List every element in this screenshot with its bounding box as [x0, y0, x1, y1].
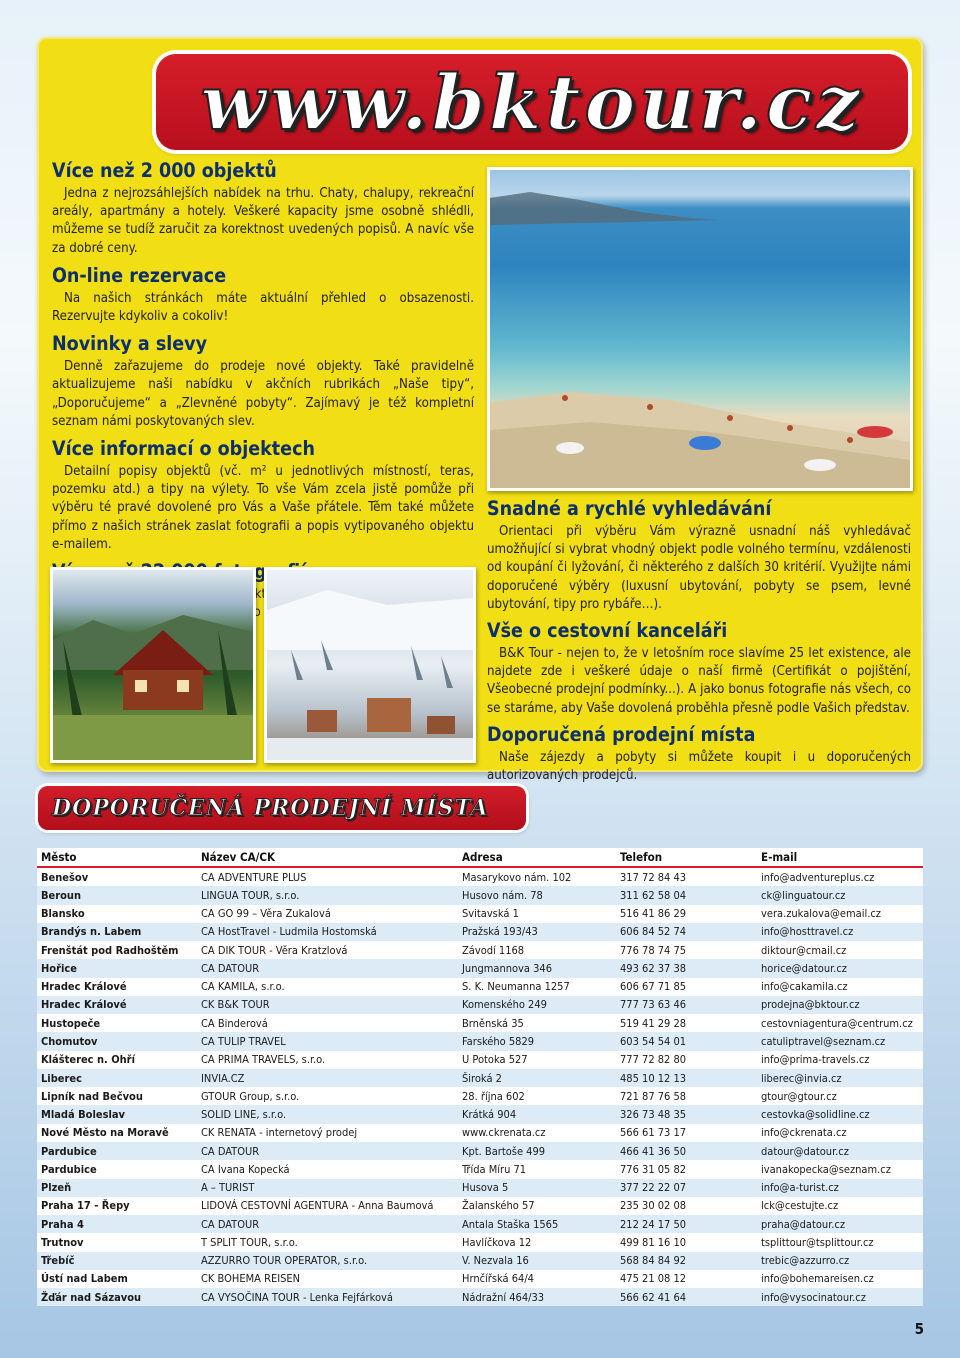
cell-city: Žďár nad Sázavou	[41, 1290, 142, 1304]
cell-phone: 721 87 76 58	[620, 1089, 687, 1103]
cell-email[interactable]: praha@datour.cz	[761, 1217, 846, 1231]
cell-agency: A – TURIST	[201, 1181, 255, 1195]
cell-phone: 777 72 82 80	[620, 1053, 687, 1067]
cell-phone: 776 78 74 75	[620, 943, 687, 957]
cell-address: Hrnčířská 64/4	[462, 1272, 534, 1286]
cell-address: www.ckrenata.cz	[462, 1126, 546, 1140]
section-heading: Doporučená prodejní místa	[487, 722, 756, 746]
section-text: o	[253, 605, 261, 621]
cell-agency: CA DIK TOUR - Věra Kratzlová	[201, 943, 348, 957]
cell-agency: T SPLIT TOUR, s.r.o.	[201, 1235, 298, 1249]
table-header-row	[37, 848, 923, 867]
cell-city: Pardubice	[41, 1144, 97, 1158]
cell-address: Široká 2	[462, 1071, 502, 1085]
table-row	[37, 1160, 923, 1178]
cell-city: Frenštát pod Radhoštěm	[41, 943, 179, 957]
table-row	[37, 886, 923, 904]
cell-phone: 568 84 84 92	[620, 1254, 687, 1268]
cell-email[interactable]: datour@datour.cz	[761, 1144, 849, 1158]
cell-email[interactable]: info@vysocinatour.cz	[761, 1290, 866, 1304]
cell-agency: LINGUA TOUR, s.r.o.	[201, 888, 300, 902]
header-email: E-mail	[761, 850, 798, 864]
section-heading: fotografií	[213, 560, 307, 584]
cell-phone: 317 72 84 43	[620, 870, 687, 884]
cell-address: Kpt. Bartoše 499	[462, 1144, 546, 1158]
cell-phone: 377 22 22 07	[620, 1181, 687, 1195]
section-sales-points	[487, 723, 911, 785]
cell-city: Ústí nad Labem	[41, 1272, 128, 1286]
cell-city: Praha 17 - Řepy	[41, 1199, 130, 1213]
sales-points-ribbon	[38, 786, 526, 830]
cell-agency: AZZURRO TOUR OPERATOR, s.r.o.	[201, 1254, 368, 1268]
section-text: Na našich stránkách máte aktuální přehled o obsazenosti. Rezervujte kdykoliv a cokoliv!	[52, 290, 474, 325]
table-row	[37, 1270, 923, 1288]
cell-email[interactable]: ck@linguatour.cz	[761, 888, 846, 902]
cell-agency: CA TULIP TRAVEL	[201, 1035, 286, 1049]
cell-address: Komenského 249	[462, 998, 547, 1012]
cell-phone: 519 41 29 28	[620, 1016, 687, 1030]
cell-address: S. K. Neumanna 1257	[462, 980, 570, 994]
table-row	[37, 1288, 923, 1306]
cell-email[interactable]: trebic@azzurro.cz	[761, 1254, 850, 1268]
cell-phone: 566 61 73 17	[620, 1126, 687, 1140]
cell-email[interactable]: info@hosttravel.cz	[761, 925, 854, 939]
cell-address: Pražská 193/43	[462, 925, 538, 939]
cell-phone: 475 21 08 12	[620, 1272, 687, 1286]
cell-email[interactable]: info@ckrenata.cz	[761, 1126, 847, 1140]
table-row	[37, 978, 923, 996]
section-heading: Více informací o objektech	[52, 437, 315, 461]
cell-phone: 606 67 71 85	[620, 980, 687, 994]
cell-address: U Potoka 527	[462, 1053, 528, 1067]
cell-phone: 466 41 36 50	[620, 1144, 687, 1158]
cell-city: Nové Město na Moravě	[41, 1126, 169, 1140]
cell-city: Beroun	[41, 888, 82, 902]
cell-phone: 566 62 41 64	[620, 1290, 687, 1304]
cell-city: Mladá Boleslav	[41, 1108, 125, 1122]
header-phone: Telefon	[620, 850, 663, 864]
cell-city: Klášterec n. Ohří	[41, 1053, 135, 1067]
cell-address: Masarykovo nám. 102	[462, 870, 572, 884]
cell-city: Hustopeče	[41, 1016, 101, 1030]
cell-address: Husovo nám. 78	[462, 888, 543, 902]
table-row	[37, 959, 923, 977]
cell-address: Jungmannova 346	[462, 961, 552, 975]
table-row	[37, 1087, 923, 1105]
cell-address: Svitavská 1	[462, 907, 519, 921]
cell-email[interactable]: ivanakopecka@seznam.cz	[761, 1162, 891, 1176]
banner-text: www.bktour.cz	[200, 57, 864, 147]
section-text: Orientaci při výběru Vám výrazně usnadní náš vyhledávač umožňující si vybrat vhodný objekt podle volného termínu, vzdálenosti od koupání či lyžování, či některého z dalších 30 kritérií. Využijte námi doporučené výběry (luxusní ubytování, pobyty se psem, levné ubytování, tipy pro rybáře…).	[487, 524, 911, 612]
cell-city: Benešov	[41, 870, 89, 884]
cell-agency: CA DATOUR	[201, 1144, 260, 1158]
cell-email[interactable]: info@prima-travels.cz	[761, 1053, 870, 1067]
section-news	[52, 332, 474, 431]
cell-agency: CK BOHEMA REISEN	[201, 1272, 301, 1286]
header-agency: Název CA/CK	[201, 850, 276, 864]
cell-agency: CA ADVENTURE PLUS	[201, 870, 307, 884]
section-text: B&K Tour - nejen to, že v letošním roce slavíme 25 let existence, ale najdete zde i veškeré údaje o naší firmě (Certifikát o pojištění, Všeobecné prodejní podmínky...). A jako bonus fotografie nás všech, co se staráme, aby Vaše dovolená proběhla přesně podle Vašich představ.	[487, 646, 911, 716]
cell-city: Praha 4	[41, 1217, 84, 1231]
cell-email[interactable]: prodejna@bktour.cz	[761, 998, 860, 1012]
section-online-booking	[52, 264, 474, 326]
cell-address: Antala Staška 1565	[462, 1217, 559, 1231]
winter-resort-photo	[264, 567, 476, 763]
cell-email[interactable]: info@cakamila.cz	[761, 980, 848, 994]
cell-agency: CA Ivana Kopecká	[201, 1162, 290, 1176]
cell-city: Pardubice	[41, 1162, 97, 1176]
cell-email[interactable]: catuliptravel@seznam.cz	[761, 1035, 886, 1049]
section-heading: Více než 2 000 objektů	[52, 159, 277, 182]
cell-agency: LIDOVÁ CESTOVNÍ AGENTURA - Anna Baumová	[201, 1199, 434, 1213]
right-column	[487, 497, 911, 790]
cell-city: Lipník nad Bečvou	[41, 1089, 143, 1103]
table-row	[37, 1032, 923, 1050]
cell-address: Nádražní 464/33	[462, 1290, 545, 1304]
cell-address: Husova 5	[462, 1181, 509, 1195]
cell-agency: INVIA.CZ	[201, 1071, 245, 1085]
cell-agency: CK B&K TOUR	[201, 998, 270, 1012]
cell-agency: CA DATOUR	[201, 1217, 260, 1231]
cell-phone: 493 62 37 38	[620, 961, 687, 975]
sales-points-table	[37, 848, 923, 1306]
cell-city: Plzeň	[41, 1181, 72, 1195]
website-banner[interactable]	[156, 54, 908, 150]
cell-agency: CA Binderová	[201, 1016, 268, 1030]
table-row	[37, 1014, 923, 1032]
cell-agency: CA PRIMA TRAVELS, s.r.o.	[201, 1053, 326, 1067]
page-number: 5	[914, 1320, 924, 1338]
header-address: Adresa	[462, 850, 503, 864]
cell-address: Farského 5829	[462, 1035, 535, 1049]
table-row	[37, 867, 923, 886]
table-row	[37, 941, 923, 959]
cell-city: Hradec Králové	[41, 998, 127, 1012]
section-text: Naše zájezdy a pobyty si můžete koupit i u doporučených autorizovaných prodejců.	[487, 749, 911, 784]
cell-address: Brněnská 35	[462, 1016, 524, 1030]
table-row	[37, 905, 923, 923]
cell-address: Krátká 904	[462, 1108, 517, 1122]
mountain-cottage-photo	[50, 567, 256, 763]
cell-email[interactable]: cestovniagentura@centrum.cz	[761, 1016, 913, 1030]
table-row	[37, 1252, 923, 1270]
cell-city: Třebíč	[41, 1254, 75, 1268]
table-row	[37, 1051, 923, 1069]
cell-agency: SOLID LINE, s.r.o.	[201, 1108, 287, 1122]
cell-address: Havlíčkova 12	[462, 1235, 532, 1249]
cell-email[interactable]: liberec@invia.cz	[761, 1071, 842, 1085]
section-heading: Vše o cestovní kanceláři	[487, 619, 728, 643]
section-heading: On-line rezervace	[52, 263, 227, 287]
section-text: Denně zařazujeme do prodeje nové objekty. Také pravidelně aktualizujeme naši nabídku v akčních rubrikách „Naše tipy“, „Doporučujeme“ a „Zlevněné pobyty“. Zajímavý je též kompletní seznam námi poskytovaných slev.	[52, 359, 474, 429]
section-about-agency	[487, 619, 911, 718]
cell-agency: GTOUR Group, s.r.o.	[201, 1089, 300, 1103]
cell-agency: CA VYSOČINA TOUR - Lenka Fejfárková	[201, 1290, 393, 1304]
cell-phone: 235 30 02 08	[620, 1199, 687, 1213]
table-row	[37, 1069, 923, 1087]
section-search	[487, 497, 911, 614]
cell-agency: CK RENATA - internetový prodej	[201, 1126, 358, 1140]
cell-email[interactable]: horice@datour.cz	[761, 961, 847, 975]
cell-phone: 606 84 52 74	[620, 925, 687, 939]
ribbon-title: DOPORUČENÁ PRODEJNÍ MÍSTA	[52, 795, 489, 821]
cell-phone: 326 73 48 35	[620, 1108, 687, 1122]
cell-agency: CA KAMILA, s.r.o.	[201, 980, 285, 994]
cell-email[interactable]: diktour@cmail.cz	[761, 943, 847, 957]
cell-city: Chomutov	[41, 1035, 98, 1049]
cell-agency: CA DATOUR	[201, 961, 260, 975]
cell-phone: 485 10 12 13	[620, 1071, 687, 1085]
cell-email[interactable]: lck@cestujte.cz	[761, 1199, 839, 1213]
cell-email[interactable]: info@adventureplus.cz	[761, 870, 875, 884]
table-row	[37, 923, 923, 941]
section-heading: Snadné a rychlé vyhledávání	[487, 497, 772, 520]
cell-agency: CA HostTravel - Ludmila Hostomská	[201, 925, 377, 939]
table-row	[37, 1179, 923, 1197]
table-row	[37, 1142, 923, 1160]
table-row	[37, 1124, 923, 1142]
cell-address: V. Nezvala 16	[462, 1254, 529, 1268]
cell-city: Hořice	[41, 961, 77, 975]
cell-phone: 516 41 86 29	[620, 907, 687, 921]
table-row	[37, 996, 923, 1014]
cell-city: Brandýs n. Labem	[41, 925, 142, 939]
table-row	[37, 1215, 923, 1233]
cell-address: Třída Míru 71	[462, 1162, 527, 1176]
cell-address: Závodí 1168	[462, 943, 525, 957]
cell-phone: 311 62 58 04	[620, 888, 687, 902]
header-city: Město	[41, 850, 77, 864]
cell-email[interactable]: info@a-turist.cz	[761, 1181, 839, 1195]
cell-agency: CA GO 99 – Věra Zukalová	[201, 907, 331, 921]
cell-city: Hradec Králové	[41, 980, 127, 994]
left-column	[52, 159, 474, 628]
section-more-info	[52, 437, 474, 554]
cell-phone: 603 54 54 01	[620, 1035, 687, 1049]
table-row	[37, 1233, 923, 1251]
cell-phone: 776 31 05 82	[620, 1162, 687, 1176]
section-heading: Novinky a slevy	[52, 332, 208, 356]
cell-address: Žalanského 57	[462, 1199, 535, 1213]
cell-city: Liberec	[41, 1071, 82, 1085]
cell-phone: 212 24 17 50	[620, 1217, 687, 1231]
cell-phone: 499 81 16 10	[620, 1235, 687, 1249]
table-body	[37, 867, 923, 1306]
cell-email[interactable]: vera.zukalova@email.cz	[761, 907, 881, 921]
cell-address: 28. října 602	[462, 1089, 525, 1103]
cell-city: Blansko	[41, 907, 85, 921]
cell-email[interactable]: info@bohemareisen.cz	[761, 1272, 874, 1286]
cell-email[interactable]: cestovka@solidline.cz	[761, 1108, 870, 1122]
beach-photo	[487, 167, 913, 491]
cell-city: Trutnov	[41, 1235, 84, 1249]
cell-email[interactable]: tsplittour@tsplittour.cz	[761, 1235, 874, 1249]
table-row	[37, 1197, 923, 1215]
section-objects	[52, 159, 474, 258]
table-row	[37, 1105, 923, 1123]
section-text: Detailní popisy objektů (vč. m² u jednotlivých místností, teras, pozemku atd.) a tipy na výlety. To vše Vám zcela jistě pomůže při výběru té pravé dovolené pro Vás a Vaše přátele. Těm také můžete přímo z našich stránek zaslat fotografii a popis vytipovaného objektu e-mailem.	[52, 464, 474, 552]
cell-email[interactable]: gtour@gtour.cz	[761, 1089, 837, 1103]
cell-phone: 777 73 63 46	[620, 998, 687, 1012]
section-text: Jedna z nejrozsáhlejších nabídek na trhu. Chaty, chalupy, rekreační areály, apartmány a hotely. Veškeré kapacity jsme osobně shlédli, můžeme se tudíž zaručit za korektnost uvedených popisů. A navíc vše za dobré ceny.	[52, 186, 474, 256]
